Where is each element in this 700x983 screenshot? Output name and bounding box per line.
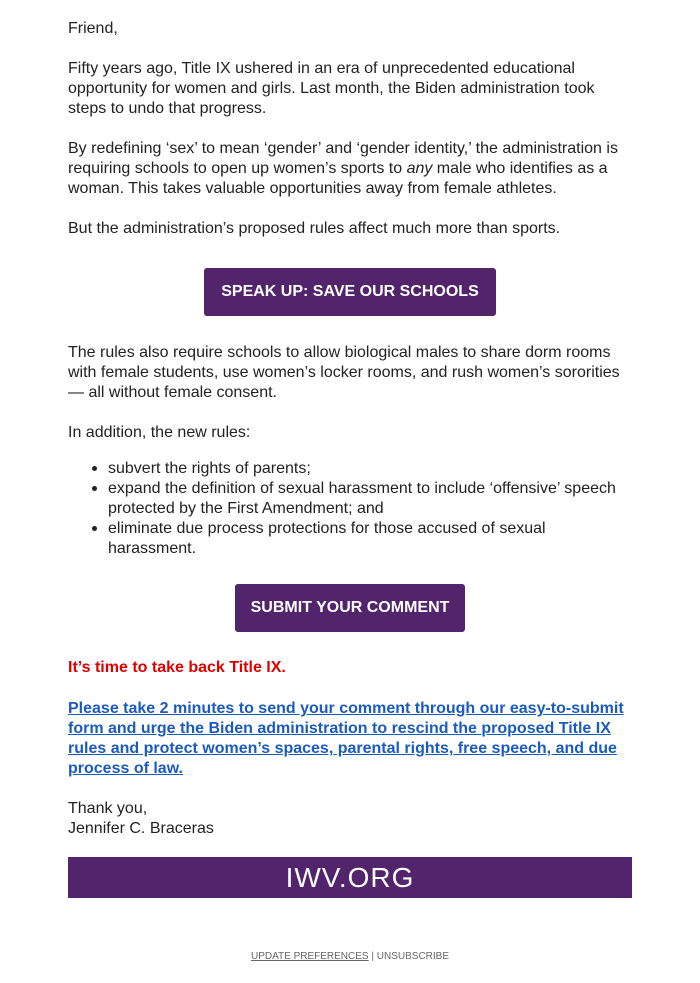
email-body [68, 0, 632, 983]
email-footer [68, 951, 632, 963]
main-link-paragraph [68, 699, 632, 779]
banner-text: IWV.ORG [285, 862, 415, 893]
paragraph-in-addition: In addition, the new rules: [68, 424, 251, 441]
update-preferences-link[interactable]: UPDATE PREFERENCES [250, 951, 369, 962]
greeting: Friend, [68, 20, 118, 37]
emphasis-any: any [406, 160, 433, 177]
signoff-closing: Thank you, [68, 800, 148, 817]
paragraph-redefining-sex-part2: male who identifies as a woman. This takes valuable opportunities away from female athletes. [68, 160, 608, 197]
paragraph-more-than-sports: But the administration’s proposed rules affect much more than sports. [68, 220, 561, 237]
signoff-name: Jennifer C. Braceras [68, 820, 214, 837]
unsubscribe-link[interactable]: UNSUBSCRIBE [376, 951, 450, 962]
callout-take-back-title-ix: It’s time to take back Title IX. [68, 659, 286, 676]
comment-form-link[interactable]: Please take 2 minutes to send your comment through our easy-to-submit form and urge the Biden administration to rescind the proposed Title IX rules and protect women’s spaces, parental rights, free speech, and due process of law. [68, 700, 624, 777]
paragraph-redefining-sex-part1: By redefining ‘sex’ to mean ‘gender’ and ‘gender identity,’ the administration is requiring schools to open up women’s sports to [68, 140, 618, 177]
paragraph-redefining-sex [68, 139, 632, 199]
list-item: expand the definition of sexual harassment to include ‘offensive’ speech protected by the First Amendment; and [90, 479, 632, 519]
cta-primary-wrapper [68, 268, 632, 316]
paragraph-title-ix-intro: Fifty years ago, Title IX ushered in an era of unprecedented educational opportunity for women and girls. Last month, the Biden administration took steps to undo that progress. [68, 60, 595, 117]
submit-comment-button[interactable]: SUBMIT YOUR COMMENT [235, 584, 466, 632]
footer-separator: | [371, 951, 374, 962]
paragraph-dorm-rooms: The rules also require schools to allow biological males to share dorm rooms with female students, use women’s locker rooms, and rush women’s sororities — all without female consent. [68, 344, 620, 401]
cta-secondary-wrapper [68, 584, 632, 632]
speak-up-button[interactable]: SPEAK UP: SAVE OUR SCHOOLS [204, 268, 496, 316]
iwv-banner[interactable] [68, 857, 632, 898]
rules-list [90, 459, 632, 559]
list-item: eliminate due process protections for those accused of sexual harassment. [90, 519, 632, 559]
list-item: subvert the rights of parents; [90, 459, 632, 479]
